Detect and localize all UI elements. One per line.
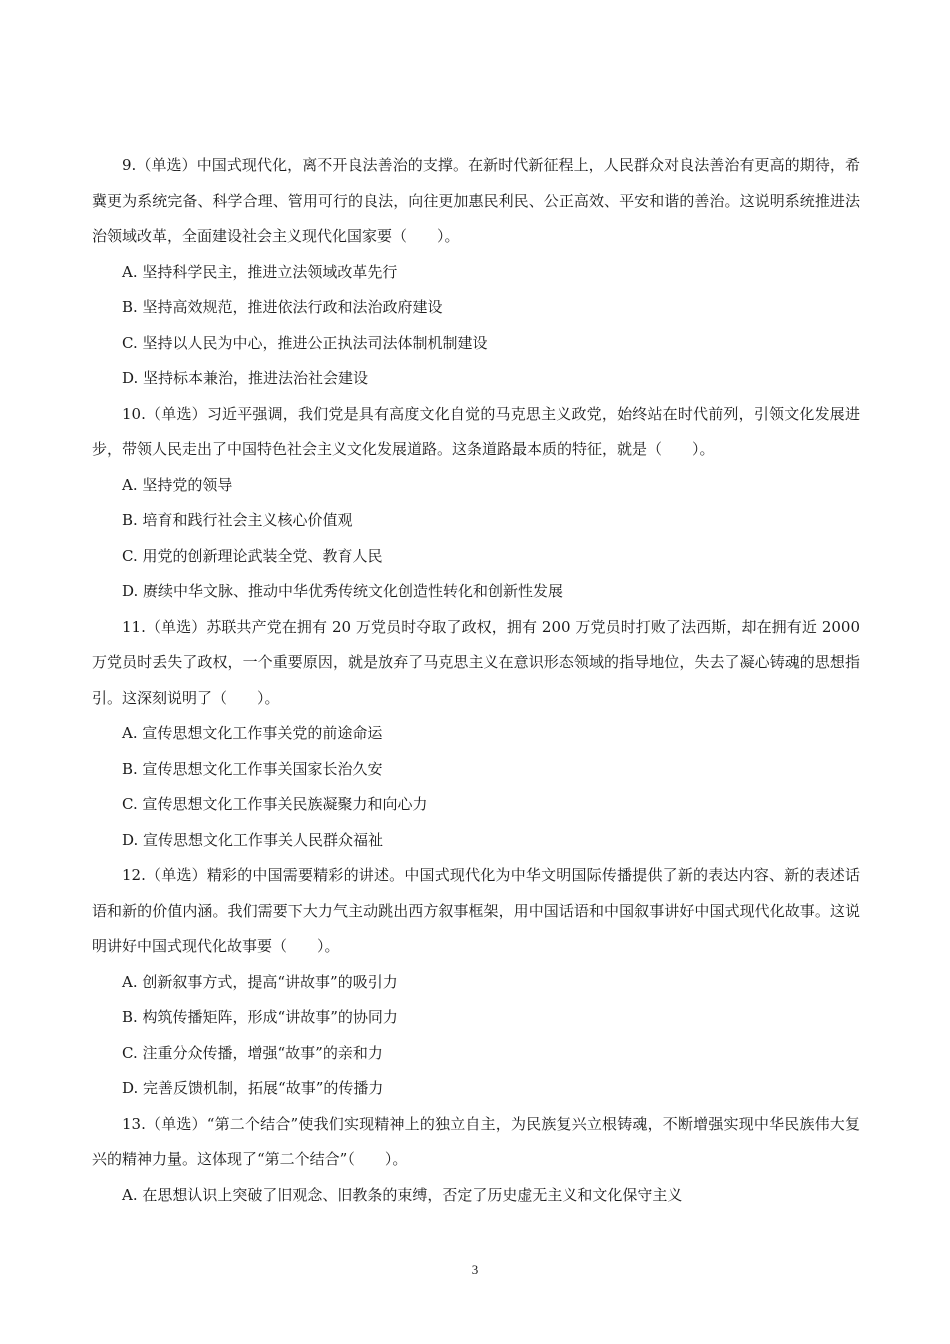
option-a: A. 宣传思想文化工作事关党的前途命运	[122, 724, 383, 742]
option-c: C. 坚持以人民为中心，推进公正执法司法体制机制建设	[122, 333, 488, 352]
question-stem: 9.（单选）中国式现代化，离不开良法善治的支撑。在新时代新征程上，人民群众对良法善治有更高的期待，希冀更为系统完备、科学合理、管用可行的良法，向往更加惠民利民、公正高效、平安和谐的善治。这说明系统推进法治领域改革，全面建设社会主义现代化国家要（ ）。	[92, 156, 860, 245]
option-a: A. 创新叙事方式，提高“讲故事”的吸引力	[122, 972, 398, 991]
option-b: B. 培育和践行社会主义核心价值观	[122, 511, 353, 529]
option-b: B. 构筑传播矩阵，形成“讲故事”的协同力	[122, 1008, 398, 1026]
option-d: D. 完善反馈机制，拓展“故事”的传播力	[122, 1079, 384, 1097]
question-13	[92, 1107, 860, 1214]
question-11	[92, 610, 860, 859]
option-a: A. 坚持科学民主，推进立法领域改革先行	[122, 262, 398, 281]
question-stem: 11.（单选）苏联共产党在拥有 20 万党员时夺取了政权，拥有 200 万党员时打败了法西斯，却在拥有近 2000 万党员时丢失了政权，一个重要原因，就是放弃了马克思主义在意识形态领域的指导地位，失去了凝心铸魂的思想指引。这深刻说明了（ ）。	[92, 617, 860, 707]
question-10	[92, 397, 860, 610]
option-c: C. 用党的创新理论武装全党、教育人民	[122, 546, 383, 565]
question-12	[92, 858, 860, 1107]
option-c: C. 注重分众传播，增强“故事”的亲和力	[122, 1043, 383, 1062]
option-d: D. 宣传思想文化工作事关人民群众福祉	[122, 830, 384, 849]
option-b: B. 宣传思想文化工作事关国家长治久安	[122, 759, 383, 778]
question-stem: 12.（单选）精彩的中国需要精彩的讲述。中国式现代化为中华文明国际传播提供了新的表达内容、新的表述话语和新的价值内涵。我们需要下大力气主动跳出西方叙事框架，用中国话语和中国叙事讲好中国式现代化故事。这说明讲好中国式现代化故事要（ ）。	[92, 866, 860, 955]
question-9	[92, 148, 860, 397]
question-stem: 13.（单选）“第二个结合”使我们实现精神上的独立自主，为民族复兴立根铸魂，不断增强实现中华民族伟大复兴的精神力量。这体现了“第二个结合”（ ）。	[92, 1114, 860, 1168]
option-c: C. 宣传思想文化工作事关民族凝聚力和向心力	[122, 795, 428, 813]
option-a: A. 在思想认识上突破了旧观念、旧教条的束缚，否定了历史虚无主义和文化保守主义	[122, 1185, 683, 1204]
page-number: 3	[471, 1262, 479, 1277]
option-a: A. 坚持党的领导	[122, 475, 233, 494]
question-stem: 10.（单选）习近平强调，我们党是具有高度文化自觉的马克思主义政党，始终站在时代前列，引领文化发展进步，带领人民走出了中国特色社会主义文化发展道路。这条道路最本质的特征，就是（ ）。	[92, 404, 860, 458]
exam-page-body	[92, 148, 860, 1213]
option-b: B. 坚持高效规范，推进依法行政和法治政府建设	[122, 298, 443, 316]
option-d: D. 赓续中华文脉、推动中华优秀传统文化创造性转化和创新性发展	[122, 582, 564, 600]
option-d: D. 坚持标本兼治，推进法治社会建设	[122, 369, 369, 387]
